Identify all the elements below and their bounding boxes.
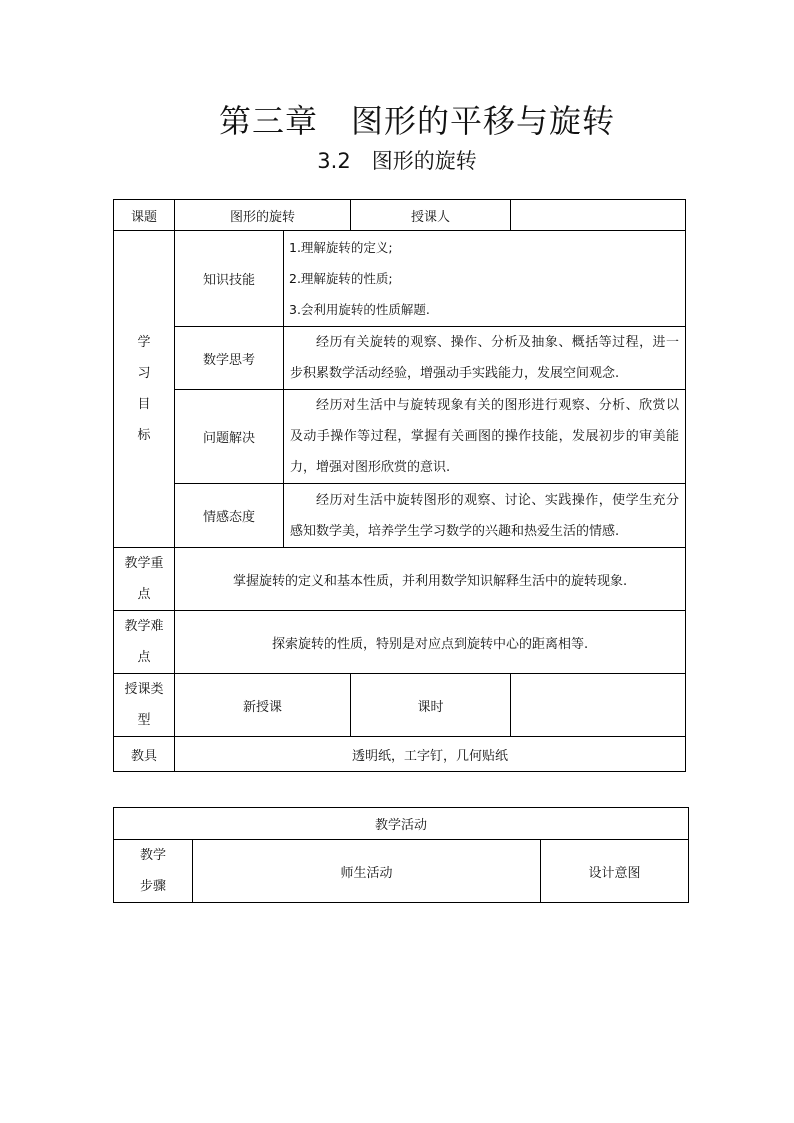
tools-label: 教具	[114, 737, 175, 772]
objective-name-attitude: 情感态度	[175, 484, 284, 548]
chapter-title: 第三章 图形的平移与旋转	[218, 102, 615, 140]
objective-thinking-text: 经历有关旋转的观察、操作、分析及抽象、概括等过程，进一步积累数学活动经验，增强动手实践能力，发展空间观念.	[284, 327, 686, 390]
teacher-label: 授课人	[351, 200, 511, 231]
objective-row-attitude	[114, 484, 686, 548]
steps-label	[114, 840, 193, 903]
objective-row-problem	[114, 390, 686, 484]
difficulty-label	[114, 611, 175, 674]
tools-text: 透明纸，工字钉，几何贴纸	[175, 737, 686, 772]
objectives-label-char: 目	[137, 397, 151, 412]
lesson-type-value: 新授课	[175, 674, 351, 737]
lesson-type-label-line: 授课类	[124, 682, 164, 697]
objectives-label-char: 习	[137, 366, 151, 381]
teacher-student-activity-label: 师生活动	[193, 840, 541, 903]
key-point-label	[114, 548, 175, 611]
design-intent-label: 设计意图	[541, 840, 689, 903]
topic-value: 图形的旋转	[175, 200, 351, 231]
objective-attitude-text: 经历对生活中旋转图形的观察、讨论、实践操作，使学生充分感知数学美，培养学生学习数学的兴趣和热爱生活的情感.	[284, 484, 686, 548]
topic-row	[114, 200, 686, 231]
difficulty-row	[114, 611, 686, 674]
objective-name-problem: 问题解决	[175, 390, 284, 484]
teaching-activity-table	[113, 807, 689, 903]
objective-knowledge-list	[284, 231, 686, 327]
objective-item: 1.理解旋转的定义;	[289, 240, 393, 255]
lesson-plan-table	[113, 199, 686, 772]
objectives-label-char: 标	[137, 428, 151, 443]
key-point-row	[114, 548, 686, 611]
activity-title: 教学活动	[114, 808, 689, 840]
steps-label-line: 教学	[139, 848, 166, 863]
steps-label-line: 步骤	[139, 879, 166, 894]
hours-label: 课时	[351, 674, 511, 737]
objective-row-knowledge	[114, 231, 686, 327]
teacher-value	[511, 200, 686, 231]
difficulty-text: 探索旋转的性质，特别是对应点到旋转中心的距离相等.	[175, 611, 686, 674]
hours-value	[511, 674, 686, 737]
objective-item: 2.理解旋转的性质;	[289, 271, 393, 286]
activity-title-row	[114, 808, 689, 840]
key-point-text: 掌握旋转的定义和基本性质，并利用数学知识解释生活中的旋转现象.	[175, 548, 686, 611]
objectives-label	[114, 231, 175, 548]
objectives-label-char: 学	[137, 335, 151, 350]
difficulty-label-line: 点	[137, 650, 151, 665]
tools-row	[114, 737, 686, 772]
objective-name-knowledge: 知识技能	[175, 231, 284, 327]
lesson-type-label	[114, 674, 175, 737]
key-point-label-line: 点	[137, 587, 151, 602]
lesson-type-label-line: 型	[137, 713, 151, 728]
objective-row-thinking	[114, 327, 686, 390]
objective-problem-text: 经历对生活中与旋转现象有关的图形进行观察、分析、欣赏以及动手操作等过程，掌握有关画图的操作技能，发展初步的审美能力，增强对图形欣赏的意识.	[284, 390, 686, 484]
topic-label: 课题	[114, 200, 175, 231]
section-title: 3.2 图形的旋转	[317, 149, 477, 173]
lesson-type-row	[114, 674, 686, 737]
objective-item: 3.会利用旋转的性质解题.	[289, 302, 430, 317]
activity-header-row	[114, 840, 689, 903]
objective-name-thinking: 数学思考	[175, 327, 284, 390]
difficulty-label-line: 教学难	[124, 619, 164, 634]
key-point-label-line: 教学重	[124, 556, 164, 571]
